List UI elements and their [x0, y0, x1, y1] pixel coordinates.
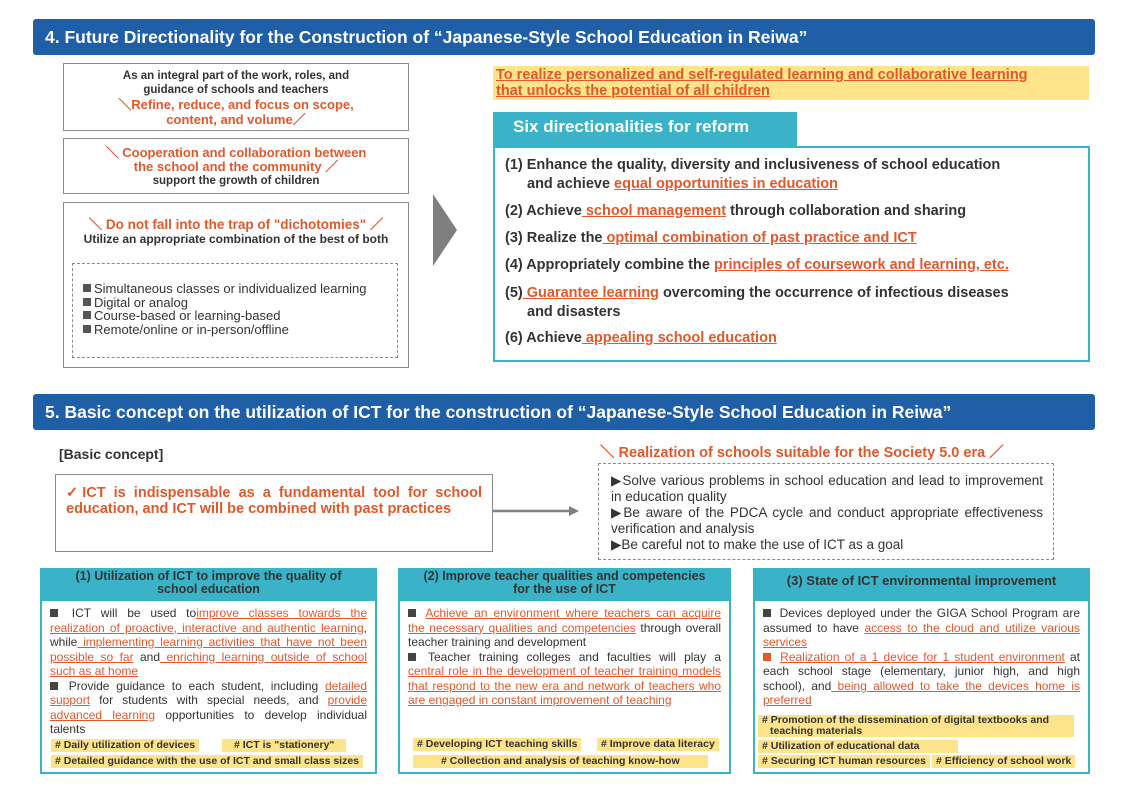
- square-bullet-icon: [763, 609, 771, 617]
- tag: # Promotion of the dissemination of digital textbooks and teaching materials: [758, 715, 1074, 737]
- society-box: [598, 463, 1054, 560]
- square-bullet-icon: [83, 284, 91, 292]
- tag: # Improve data literacy: [597, 738, 719, 751]
- tag: # Collection and analysis of teaching know-how: [413, 755, 708, 768]
- list-item: (6) Achieve appealing school education: [505, 330, 777, 346]
- list-item: Remote/online or in-person/offline: [83, 323, 397, 337]
- six-directionalities-box: [493, 146, 1090, 362]
- coop-highlight2: the school and the community ／: [133, 159, 339, 174]
- list-item: Digital or analog: [83, 296, 397, 310]
- coop-line: support the growth of children: [152, 175, 320, 187]
- square-bullet-icon: [83, 325, 91, 333]
- section4-header: 4. Future Directionality for the Construction of “Japanese-Style School Education in Reiwa”: [33, 19, 1095, 55]
- tag: # Utilization of educational data: [758, 740, 958, 753]
- dichotomies-box: [63, 202, 409, 368]
- coop-highlight1: ＼ Cooperation and collaboration between: [105, 145, 367, 160]
- square-bullet-icon: [408, 653, 416, 661]
- tag: # Developing ICT teaching skills: [413, 738, 581, 751]
- dichotomies-list: [72, 263, 398, 358]
- six-directionalities-title: Six directionalities for reform: [493, 112, 797, 146]
- square-bullet-icon: [83, 311, 91, 319]
- cooperation-box: [63, 138, 409, 194]
- tag: # Daily utilization of devices: [51, 739, 199, 752]
- list-item: ▶Be aware of the PDCA cycle and conduct appropriate effectiveness verification and analysis: [611, 505, 1043, 536]
- square-bullet-icon: [763, 653, 771, 661]
- col3-para2: Realization of a 1 device for 1 student environment at each school stage (elementary, junior high, and high school), and being allowed to take the devices home is preferred: [763, 649, 1080, 707]
- list-item: (2) Achieve school management through collaboration and sharing: [505, 203, 967, 219]
- col1-para1: ICT will be used toimprove classes towards the realization of proactive, interactive and authentic learning, while implementing learning activities that have not been possible so far and enriching learning outside of school such as at home: [50, 606, 367, 678]
- integral-line2: guidance of schools and teachers: [143, 84, 329, 96]
- integral-highlight1: ＼Refine, reduce, and focus on scope,: [118, 97, 354, 112]
- tag: # Detailed guidance with the use of ICT and small class sizes: [51, 755, 363, 768]
- list-item: ▶Solve various problems in school education and lead to improvement in education quality: [611, 473, 1043, 504]
- basic-concept-label: [Basic concept]: [59, 446, 164, 462]
- list-item: (3) Realize the optimal combination of past practice and ICT: [505, 230, 917, 246]
- arrow-right-icon: [493, 505, 579, 517]
- col3-para1: Devices deployed under the GIGA School Program are assumed to have access to the cloud and utilize various services: [763, 606, 1080, 649]
- list-item: Simultaneous classes or individualized learning: [83, 282, 397, 296]
- list-item: Course-based or learning-based: [83, 309, 397, 323]
- tag: # Securing ICT human resources: [758, 755, 930, 768]
- square-bullet-icon: [50, 609, 58, 617]
- list-item: (1) Enhance the quality, diversity and inclusiveness of school education and achieve equal opportunities in education: [505, 157, 1001, 192]
- integral-part-box: [63, 63, 409, 131]
- section5-header: 5. Basic concept on the utilization of ICT for the construction of “Japanese-Style School Education in Reiwa”: [33, 394, 1095, 430]
- list-item: (5) Guarantee learning overcoming the occurrence of infectious diseases and disasters: [505, 285, 1009, 320]
- col1-para2: Provide guidance to each student, including detailed support for students with special needs, and provide advanced learning opportunities to develop individual talents: [50, 678, 368, 736]
- list-item: (4) Appropriately combine the principles of coursework and learning, etc.: [505, 257, 1009, 273]
- tag: # Efficiency of school work: [932, 755, 1075, 768]
- square-bullet-icon: [408, 609, 416, 617]
- dichotomies-highlight: ＼ Do not fall into the trap of "dichotomies" ／: [88, 217, 384, 232]
- integral-highlight2: content, and volume／: [166, 112, 306, 127]
- col2-title: (2) Improve teacher qualities and competencies for the use of ICT: [398, 568, 731, 599]
- col3-title: (3) State of ICT environmental improvement: [753, 568, 1090, 599]
- chevron-right-icon: [431, 192, 459, 268]
- goal-banner: To realize personalized and self-regulated learning and collaborative learning that unlocks the potential of all children: [493, 66, 1089, 100]
- integral-line1: As an integral part of the work, roles, and: [122, 70, 350, 82]
- dichotomies-line: Utilize an appropriate combination of the best of both: [83, 232, 389, 246]
- col1-title: (1) Utilization of ICT to improve the quality of school education: [40, 568, 377, 599]
- list-item: ▶Be careful not to make the use of ICT as a goal: [611, 537, 904, 552]
- col2-para2: Teacher training colleges and faculties will play a central role in the development of teacher training models that respond to the new era and network of teachers who are engaged in constant improvement of teaching: [408, 649, 721, 707]
- col2-para1: Achieve an environment where teachers can acquire the necessary qualities and competencies through overall teacher training and development: [408, 606, 722, 649]
- basic-concept-box: ✓ICT is indispensable as a fundamental tool for school education, and ICT will be combined with past practices: [55, 474, 493, 552]
- square-bullet-icon: [83, 298, 91, 306]
- society-title: ＼ Realization of schools suitable for the Society 5.0 era ／: [600, 445, 1004, 461]
- square-bullet-icon: [50, 682, 58, 690]
- tag: # ICT is "stationery": [222, 739, 346, 752]
